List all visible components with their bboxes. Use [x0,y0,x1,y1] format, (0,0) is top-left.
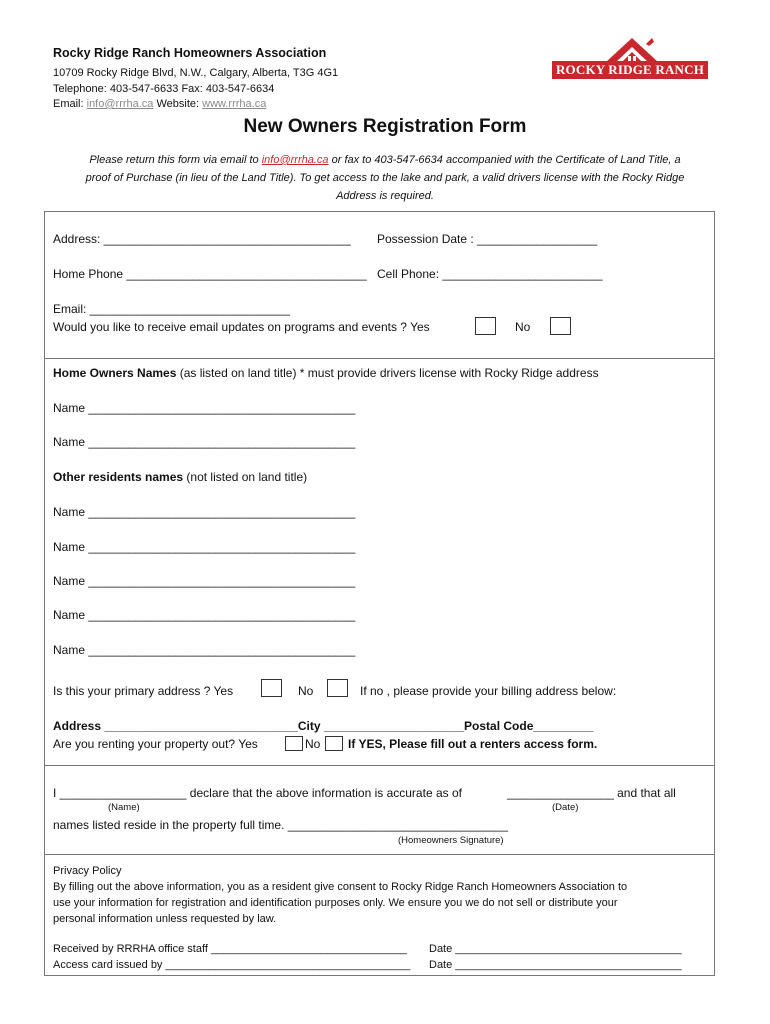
email-updates-no-label: No [515,320,531,334]
intro-text: Please return this form via email to info@rrrha.ca or fax to 403-547-6634 accompanied with the Certificate of Land Title, a proof of Purchase (in lieu of the Land Title). To get access to the lake and park, a valid drivers license with the Rocky Ridge Address is required. [85,154,685,202]
logo [552,34,708,80]
renting-no-label: No [305,737,321,751]
address-field[interactable]: Address: _____________________________________ [53,232,351,246]
org-phone: Telephone: 403-547-6633 Fax: 403-547-6634 [53,83,275,95]
website-label: Website: [153,98,203,110]
divider [44,765,715,766]
org-name: Rocky Ridge Ranch Homeowners Association [53,46,327,60]
email-link[interactable]: info@rrrha.ca [86,98,154,110]
primary-address-question: Is this your primary address ? Yes [53,684,234,698]
access-card-date-field[interactable]: Date _____________________________________ [429,959,682,971]
access-card-field[interactable]: Access card issued by ________________________________________ [53,959,411,971]
billing-note: If no , please provide your billing address below: [360,684,617,698]
email-updates-question: Would you like to receive email updates on programs and events ? Yes [53,320,430,334]
email-field[interactable]: Email: ______________________________ [53,302,290,316]
logo-text: ROCKY RIDGE RANCH [552,61,708,79]
email-label: Email: [53,98,87,110]
org-contact-line [53,98,266,110]
renters-note: If YES, Please fill out a renters access form. [348,737,598,751]
signature-line[interactable]: names listed reside in the property full time. _________________________________ [53,818,509,832]
possession-date-field[interactable]: Possession Date : __________________ [377,232,598,246]
org-address: 10709 Rocky Ridge Blvd, N.W., Calgary, Alberta, T3G 4G1 [53,67,339,79]
resident-name-field[interactable]: Name ________________________________________ [53,643,356,657]
billing-address-field[interactable]: Address _____________________________City _____________________Postal Code_________ [53,719,594,733]
home-owners-heading: Home Owners Names (as listed on land title) * must provide drivers license with Rocky Ridge address [53,366,599,380]
received-by-field[interactable]: Received by RRRHA office staff ________________________________ [53,943,407,955]
privacy-text-line: By filling out the above information, you as a resident give consent to Rocky Ridge Ranch Homeowners Association to [53,881,628,893]
resident-name-field[interactable]: Name ________________________________________ [53,540,356,554]
website-link[interactable]: www.rrrha.ca [202,98,267,110]
divider [44,358,715,359]
resident-name-field[interactable]: Name ________________________________________ [53,505,356,519]
signature-caption: (Homeowners Signature) [398,835,504,846]
renting-question: Are you renting your property out? Yes [53,737,258,751]
roof-icon [602,34,662,64]
divider [44,854,715,855]
primary-address-yes-checkbox[interactable] [261,679,282,697]
email-updates-no-checkbox[interactable] [550,317,571,335]
page-title: New Owners Registration Form [243,116,527,137]
received-date-field[interactable]: Date _____________________________________ [429,943,682,955]
owner-name-field[interactable]: Name ________________________________________ [53,435,356,449]
home-phone-field[interactable]: Home Phone ____________________________________ [53,267,367,281]
renting-yes-checkbox[interactable] [285,736,303,751]
cell-phone-field[interactable]: Cell Phone: ________________________ [377,267,603,281]
resident-name-field[interactable]: Name ________________________________________ [53,608,356,622]
renting-no-checkbox[interactable] [325,736,343,751]
owner-name-field[interactable]: Name ________________________________________ [53,401,356,415]
name-caption: (Name) [108,802,140,813]
primary-address-no-checkbox[interactable] [327,679,348,697]
email-updates-yes-checkbox[interactable] [475,317,496,335]
primary-address-no-label: No [298,684,314,698]
privacy-text-line: use your information for registration and identification purposes only. We ensure you we do not sell or distribute your [53,897,618,909]
declaration-date-field[interactable]: ________________ and that all [507,786,676,800]
privacy-text-line: personal information unless requested by law. [53,913,277,925]
other-residents-heading: Other residents names (not listed on land title) [53,470,308,484]
privacy-heading: Privacy Policy [53,865,122,877]
date-caption: (Date) [552,802,579,813]
declaration-line-1[interactable]: I ___________________ declare that the above information is accurate as of [53,786,462,800]
intro-email-link[interactable]: info@rrrha.ca [261,154,329,166]
resident-name-field[interactable]: Name ________________________________________ [53,574,356,588]
